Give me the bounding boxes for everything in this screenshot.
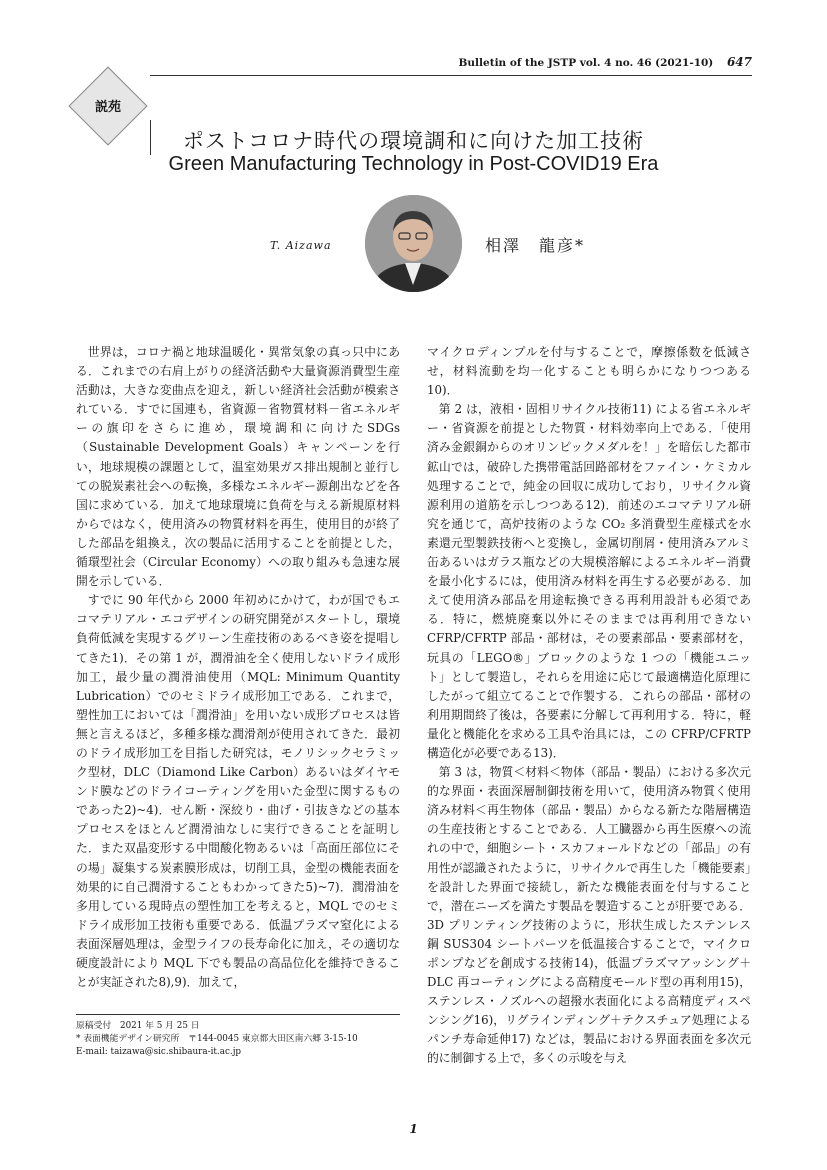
footnote-received: 原稿受付 2021 年 5 月 25 日 bbox=[76, 1021, 200, 1031]
category-label: 説苑 bbox=[94, 100, 121, 115]
paragraph: 第 2 は，液相・固相リサイクル技術11) による省エネルギー・省資源を前提とした物質・材料効率向上である．「使用済み金銀銅からのオリンピックメダルを！」を暗伝した都市鉱山では，破砕した携帯電話回路部材をファイン・ケミカル処理することで，純金の回収に成功しており，リサイクル資源利用の道筋を示しつつある12)．前述のエコマテリアル研究を通じて，高炉技術のような CO₂ 多消費型生産様式を水素還元型製鉄技術へと変換し，金属切削屑・使用済みアルミ缶あるいはガラス瓶などの大規模溶解によるエネルギー消費を最小化するには，使用済み材料を再生する必要がある．加えて使用済み部品を用途転換できる再利用設計も必須である．特に，燃焼廃棄以外にそのままでは再利用できない CFRP/CFRTP 部品・部材は，その要素部品・要素部材を，玩具の「LEGO®」ブロックのような 1 つの「機能ユニット」として製造し，それらを用途に応じて最適構造化原理にしたがって組立てることで作製する．これらの部品・部材の利用期間終了後は，各要素に分解して再利用する．特に，軽量化と機能化を求める工具や治具には，この CFRP/CFRTP 構造化が必要である13)． bbox=[427, 402, 751, 760]
header-page-number: 647 bbox=[726, 55, 752, 69]
left-column bbox=[76, 343, 400, 992]
footnote-affiliation: * 表面機能デザイン研究所 〒144-0045 東京都大田区南六郷 3-15-10 bbox=[76, 1034, 358, 1044]
paragraph: マイクロディンプルを付与することで，摩擦係数を低減させ，材料流動を均一化することも明らかになりつつある10)． bbox=[427, 345, 751, 398]
footnote-rule bbox=[76, 1014, 400, 1015]
running-header bbox=[459, 55, 752, 69]
footnote-email: E-mail: taizawa@sic.shibaura-it.ac.jp bbox=[76, 1047, 242, 1057]
journal-info: Bulletin of the JSTP vol. 4 no. 46 (2021-10) bbox=[458, 57, 714, 69]
header-rule bbox=[150, 75, 752, 76]
author-name-japanese: 相澤 龍彦* bbox=[485, 236, 586, 255]
footnotes bbox=[76, 1020, 406, 1059]
paragraph: 第 3 は，物質＜材料＜物体（部品・製品）における多次元的な界面・表面深層制御技術を用いて，使用済み物質く使用済み材料＜再生物体（部品・製品）からなる新たな階層構造の生産技術とすることである．人工臓器から再生医療への流れの中で，細胞シート・スカフォールドなどの「部品」の有用性が認識されたように，リサイクルで再生した「機能要素」を設計した界面で接続し，新たな機能表面を付与することで，潜在ニーズを満たす製品を製造することが肝要である．3D プリンティング技術のように，形状生成したステンレス鋼 SUS304 シートパーツを低温接合することで，マイクロポンプなどを創成する技術14)，低温プラズマアッシング＋DLC 再コーティングによる高精度モールド型の再利用15)，ステンレス・ノズルへの超撥水表面化による高精度ディスペンシング16)，リグラインディング＋テクスチュア処理によるパンチ寿命延伸17) などは，製品における界面表面を多次元的に制御する上で，多くの示唆を与え bbox=[427, 765, 751, 1066]
page-number: 1 bbox=[409, 1122, 418, 1136]
author-name-english: T. Aizawa bbox=[270, 239, 332, 252]
title-japanese: ポストコロナ時代の環境調和に向けた加工技術 bbox=[182, 129, 645, 153]
title-english: Green Manufacturing Technology in Post-COVID19 Era bbox=[168, 153, 659, 175]
author-photo bbox=[365, 195, 462, 292]
right-column bbox=[427, 343, 751, 1069]
paragraph: 世界は，コロナ禍と地球温暖化・異常気象の真っ只中にある．これまでの右肩上がりの経済活動や大量資源消費型生産活動は，大きな変曲点を迎え，新しい経済社会活動が模索されている．すでに国連も，省資源－省物質材料－省エネルギーの旗印をさらに進め，環境調和に向けたSDGs（Sustainable Development Goals）キャンペーンを行い，地球規模の課題として，温室効果ガス排出規制と並行しての脱炭素社会への転換，多様なエネルギー源創出などを各国に求めている．加えて地球環境に負荷を与える新規原材料からではなく，使用済みの物質材料を再生，使用目的が終了した部品を組換え，次の製品に活用することを前提とした，循環型社会（Circular Economy）への取り組みも急速な展開を示している． bbox=[76, 345, 400, 589]
paragraph: すでに 90 年代から 2000 年初めにかけて，わが国でもエコマテリアル・エコデザインの研究開発がスタートし，環境負荷低減を実現するグリーン生産技術のあるべき姿を提唱してきた1)．その第 1 が，潤滑油を全く使用しないドライ成形加工，最少量の潤滑油使用（MQL: Minimum Quantity Lubrication）でのセミドライ成形加工である．これまで，塑性加工においては「潤滑油」を用いない成形プロセスは皆無と言えるほど，多種多様な潤滑剤が使用されてきた．最初のドライ成形加工を目指した研究は，モノリシックセラミック型材，DLC（Diamond Like Carbon）あるいはダイヤモンド膜などのドライコーティングを用いた金型に関するものであった2)~4)．せん断・深絞り・曲げ・引抜きなどの基本プロセスをほとんど潤滑油なしに実行できることを証明した．また双晶変形する中間酸化物あるいは「高面圧部位にその場」凝集する炭素膜形成は，切削工具，金型の機能表面を効果的に自己潤滑することもわかってきた5)~7)．潤滑油を多用している現時点の塑性加工を考えると，MQL でのセミドライ成形加工技術も重要である．低温プラズマ窒化による表面深層処理は，金型ライフの長寿命化に加え，その適切な硬度設計により MQL 下でも製品の高品位化を維持できることが実証された8),9)．加えて， bbox=[76, 593, 400, 990]
